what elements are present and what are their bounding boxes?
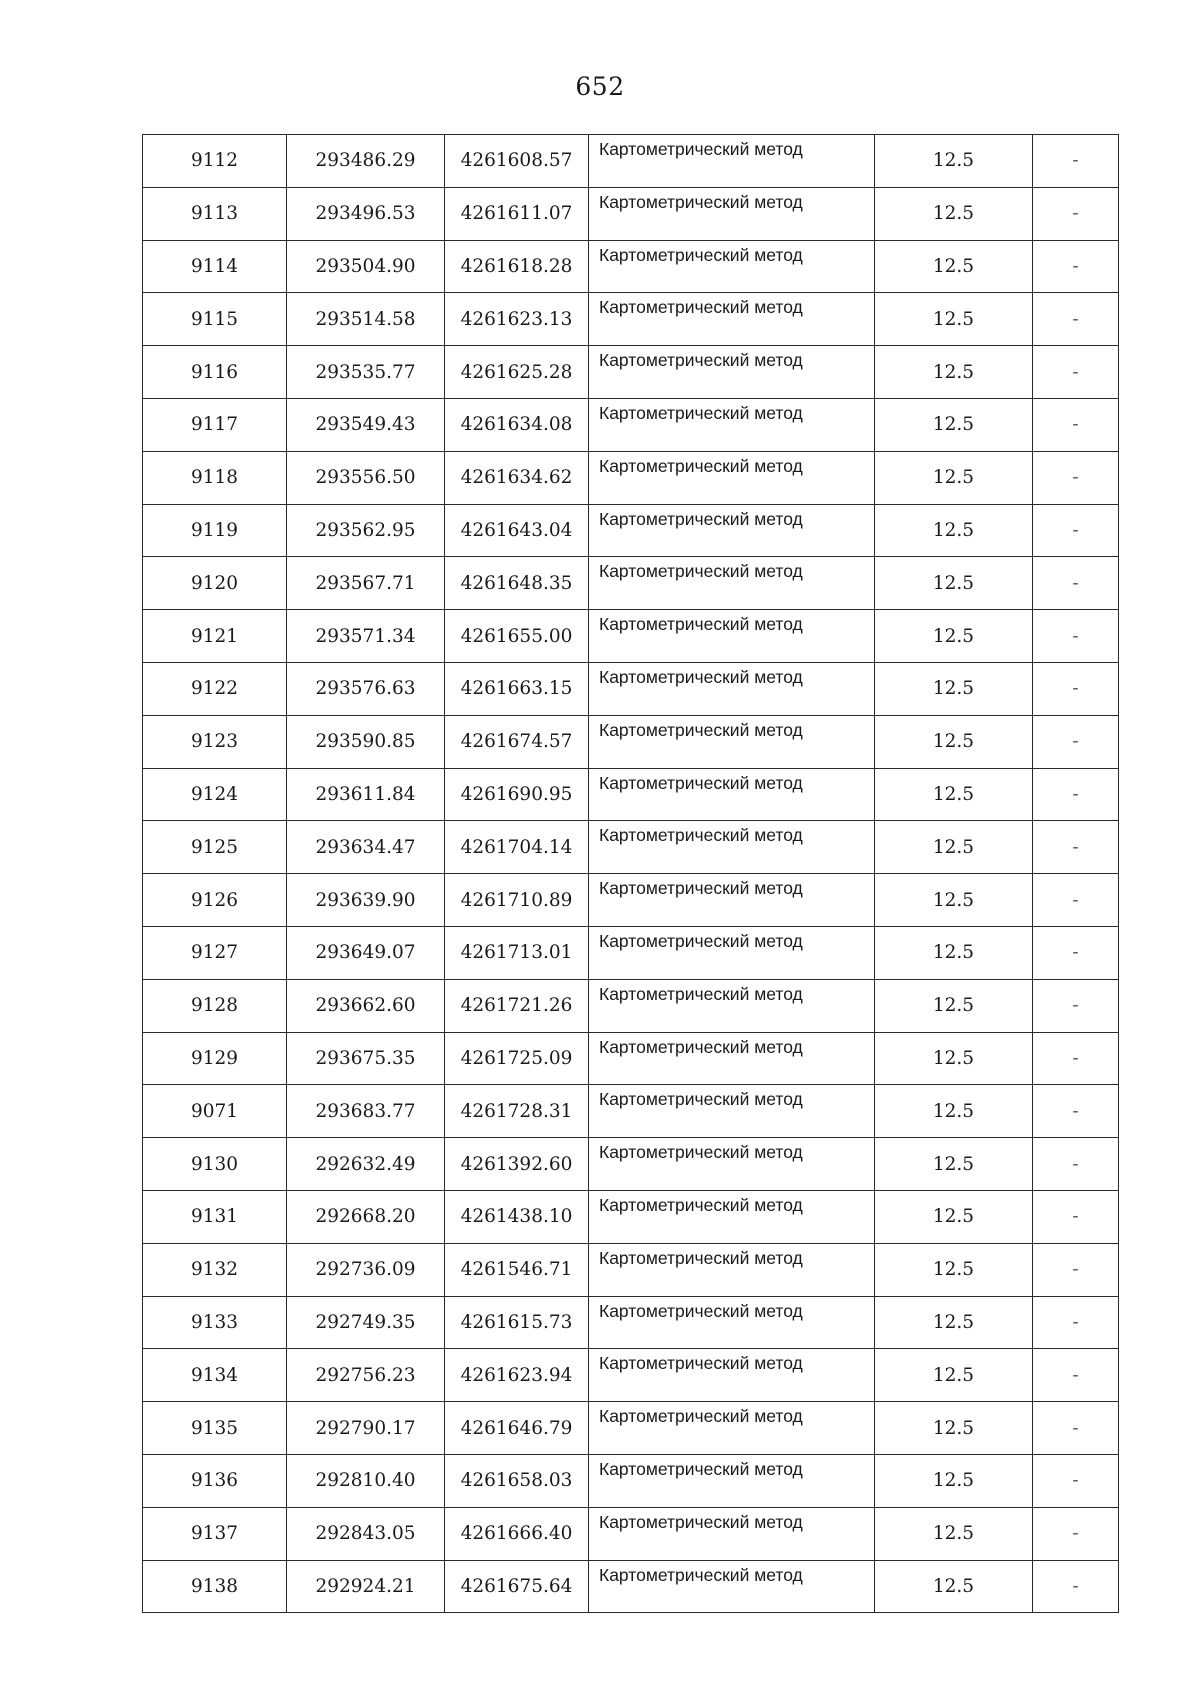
point-number-cell: 9112	[143, 135, 287, 188]
x-coordinate-cell: 292924.21	[287, 1560, 445, 1613]
table-row	[143, 768, 1119, 821]
accuracy-cell: 12.5	[875, 821, 1033, 874]
table-row	[143, 1138, 1119, 1191]
accuracy-cell: 12.5	[875, 346, 1033, 399]
method-cell: Картометрический метод	[589, 1349, 875, 1402]
y-coordinate-cell: 4261438.10	[445, 1190, 589, 1243]
note-cell: -	[1033, 504, 1119, 557]
note-cell: -	[1033, 346, 1119, 399]
method-cell: Картометрический метод	[589, 1138, 875, 1191]
table-row	[143, 293, 1119, 346]
table-row	[143, 557, 1119, 610]
y-coordinate-cell: 4261625.28	[445, 346, 589, 399]
table-row	[143, 821, 1119, 874]
x-coordinate-cell: 293562.95	[287, 504, 445, 557]
coordinates-table-body	[143, 135, 1119, 1613]
note-cell: -	[1033, 1454, 1119, 1507]
point-number-cell: 9126	[143, 874, 287, 927]
note-cell: -	[1033, 398, 1119, 451]
x-coordinate-cell: 293486.29	[287, 135, 445, 188]
method-cell: Картометрический метод	[589, 1296, 875, 1349]
point-number-cell: 9130	[143, 1138, 287, 1191]
x-coordinate-cell: 293535.77	[287, 346, 445, 399]
method-cell: Картометрический метод	[589, 715, 875, 768]
method-cell: Картометрический метод	[589, 926, 875, 979]
note-cell: -	[1033, 1138, 1119, 1191]
table-row	[143, 662, 1119, 715]
accuracy-cell: 12.5	[875, 768, 1033, 821]
table-row	[143, 715, 1119, 768]
method-cell: Картометрический метод	[589, 610, 875, 663]
table-row	[143, 1349, 1119, 1402]
method-cell: Картометрический метод	[589, 979, 875, 1032]
table-row	[143, 1560, 1119, 1613]
table-row	[143, 926, 1119, 979]
y-coordinate-cell: 4261608.57	[445, 135, 589, 188]
y-coordinate-cell: 4261623.94	[445, 1349, 589, 1402]
x-coordinate-cell: 292632.49	[287, 1138, 445, 1191]
y-coordinate-cell: 4261663.15	[445, 662, 589, 715]
point-number-cell: 9127	[143, 926, 287, 979]
y-coordinate-cell: 4261392.60	[445, 1138, 589, 1191]
y-coordinate-cell: 4261623.13	[445, 293, 589, 346]
point-number-cell: 9119	[143, 504, 287, 557]
x-coordinate-cell: 293639.90	[287, 874, 445, 927]
note-cell: -	[1033, 135, 1119, 188]
point-number-cell: 9136	[143, 1454, 287, 1507]
x-coordinate-cell: 293611.84	[287, 768, 445, 821]
y-coordinate-cell: 4261725.09	[445, 1032, 589, 1085]
accuracy-cell: 12.5	[875, 293, 1033, 346]
accuracy-cell: 12.5	[875, 979, 1033, 1032]
y-coordinate-cell: 4261546.71	[445, 1243, 589, 1296]
y-coordinate-cell: 4261674.57	[445, 715, 589, 768]
method-cell: Картометрический метод	[589, 293, 875, 346]
method-cell: Картометрический метод	[589, 135, 875, 188]
y-coordinate-cell: 4261634.08	[445, 398, 589, 451]
x-coordinate-cell: 293576.63	[287, 662, 445, 715]
note-cell: -	[1033, 557, 1119, 610]
y-coordinate-cell: 4261728.31	[445, 1085, 589, 1138]
x-coordinate-cell: 293662.60	[287, 979, 445, 1032]
y-coordinate-cell: 4261646.79	[445, 1402, 589, 1455]
accuracy-cell: 12.5	[875, 1560, 1033, 1613]
table-row	[143, 1085, 1119, 1138]
accuracy-cell: 12.5	[875, 926, 1033, 979]
y-coordinate-cell: 4261618.28	[445, 240, 589, 293]
note-cell: -	[1033, 1032, 1119, 1085]
method-cell: Картометрический метод	[589, 1032, 875, 1085]
x-coordinate-cell: 293649.07	[287, 926, 445, 979]
note-cell: -	[1033, 1296, 1119, 1349]
table-row	[143, 979, 1119, 1032]
note-cell: -	[1033, 715, 1119, 768]
note-cell: -	[1033, 610, 1119, 663]
x-coordinate-cell: 293567.71	[287, 557, 445, 610]
point-number-cell: 9128	[143, 979, 287, 1032]
point-number-cell: 9129	[143, 1032, 287, 1085]
point-number-cell: 9131	[143, 1190, 287, 1243]
x-coordinate-cell: 293634.47	[287, 821, 445, 874]
x-coordinate-cell: 293504.90	[287, 240, 445, 293]
point-number-cell: 9118	[143, 451, 287, 504]
y-coordinate-cell: 4261710.89	[445, 874, 589, 927]
y-coordinate-cell: 4261666.40	[445, 1507, 589, 1560]
method-cell: Картометрический метод	[589, 1507, 875, 1560]
method-cell: Картометрический метод	[589, 504, 875, 557]
accuracy-cell: 12.5	[875, 874, 1033, 927]
accuracy-cell: 12.5	[875, 662, 1033, 715]
y-coordinate-cell: 4261713.01	[445, 926, 589, 979]
note-cell: -	[1033, 926, 1119, 979]
x-coordinate-cell: 292668.20	[287, 1190, 445, 1243]
accuracy-cell: 12.5	[875, 135, 1033, 188]
table-row	[143, 398, 1119, 451]
point-number-cell: 9122	[143, 662, 287, 715]
table-row	[143, 1243, 1119, 1296]
point-number-cell: 9123	[143, 715, 287, 768]
method-cell: Картометрический метод	[589, 662, 875, 715]
method-cell: Картометрический метод	[589, 451, 875, 504]
y-coordinate-cell: 4261643.04	[445, 504, 589, 557]
table-row	[143, 1402, 1119, 1455]
y-coordinate-cell: 4261658.03	[445, 1454, 589, 1507]
accuracy-cell: 12.5	[875, 1085, 1033, 1138]
point-number-cell: 9117	[143, 398, 287, 451]
accuracy-cell: 12.5	[875, 1454, 1033, 1507]
table-row	[143, 135, 1119, 188]
point-number-cell: 9120	[143, 557, 287, 610]
note-cell: -	[1033, 187, 1119, 240]
method-cell: Картометрический метод	[589, 187, 875, 240]
note-cell: -	[1033, 874, 1119, 927]
note-cell: -	[1033, 451, 1119, 504]
note-cell: -	[1033, 662, 1119, 715]
x-coordinate-cell: 293496.53	[287, 187, 445, 240]
x-coordinate-cell: 293514.58	[287, 293, 445, 346]
point-number-cell: 9121	[143, 610, 287, 663]
x-coordinate-cell: 293590.85	[287, 715, 445, 768]
table-row	[143, 1032, 1119, 1085]
accuracy-cell: 12.5	[875, 451, 1033, 504]
x-coordinate-cell: 293683.77	[287, 1085, 445, 1138]
point-number-cell: 9113	[143, 187, 287, 240]
note-cell: -	[1033, 768, 1119, 821]
table-row	[143, 346, 1119, 399]
accuracy-cell: 12.5	[875, 1138, 1033, 1191]
method-cell: Картометрический метод	[589, 1243, 875, 1296]
table-row	[143, 1296, 1119, 1349]
accuracy-cell: 12.5	[875, 187, 1033, 240]
table-row	[143, 187, 1119, 240]
note-cell: -	[1033, 1190, 1119, 1243]
point-number-cell: 9138	[143, 1560, 287, 1613]
coordinates-table	[142, 134, 1119, 1613]
x-coordinate-cell: 292749.35	[287, 1296, 445, 1349]
x-coordinate-cell: 292736.09	[287, 1243, 445, 1296]
y-coordinate-cell: 4261611.07	[445, 187, 589, 240]
method-cell: Картометрический метод	[589, 1560, 875, 1613]
accuracy-cell: 12.5	[875, 1190, 1033, 1243]
page-number: 652	[575, 72, 625, 101]
accuracy-cell: 12.5	[875, 557, 1033, 610]
table-row	[143, 1507, 1119, 1560]
method-cell: Картометрический метод	[589, 557, 875, 610]
y-coordinate-cell: 4261615.73	[445, 1296, 589, 1349]
table-row	[143, 1190, 1119, 1243]
note-cell: -	[1033, 1402, 1119, 1455]
x-coordinate-cell: 292756.23	[287, 1349, 445, 1402]
table-row	[143, 874, 1119, 927]
accuracy-cell: 12.5	[875, 1402, 1033, 1455]
table-row	[143, 240, 1119, 293]
point-number-cell: 9116	[143, 346, 287, 399]
accuracy-cell: 12.5	[875, 504, 1033, 557]
table-row	[143, 451, 1119, 504]
accuracy-cell: 12.5	[875, 1243, 1033, 1296]
table-row	[143, 610, 1119, 663]
y-coordinate-cell: 4261634.62	[445, 451, 589, 504]
x-coordinate-cell: 293571.34	[287, 610, 445, 663]
note-cell: -	[1033, 1560, 1119, 1613]
method-cell: Картометрический метод	[589, 1402, 875, 1455]
y-coordinate-cell: 4261648.35	[445, 557, 589, 610]
point-number-cell: 9135	[143, 1402, 287, 1455]
accuracy-cell: 12.5	[875, 1032, 1033, 1085]
point-number-cell: 9125	[143, 821, 287, 874]
table-row	[143, 504, 1119, 557]
point-number-cell: 9132	[143, 1243, 287, 1296]
x-coordinate-cell: 292843.05	[287, 1507, 445, 1560]
accuracy-cell: 12.5	[875, 1507, 1033, 1560]
method-cell: Картометрический метод	[589, 1085, 875, 1138]
accuracy-cell: 12.5	[875, 715, 1033, 768]
note-cell: -	[1033, 821, 1119, 874]
y-coordinate-cell: 4261675.64	[445, 1560, 589, 1613]
note-cell: -	[1033, 293, 1119, 346]
x-coordinate-cell: 292810.40	[287, 1454, 445, 1507]
y-coordinate-cell: 4261690.95	[445, 768, 589, 821]
point-number-cell: 9071	[143, 1085, 287, 1138]
y-coordinate-cell: 4261721.26	[445, 979, 589, 1032]
table-row	[143, 1454, 1119, 1507]
note-cell: -	[1033, 1349, 1119, 1402]
accuracy-cell: 12.5	[875, 610, 1033, 663]
note-cell: -	[1033, 979, 1119, 1032]
note-cell: -	[1033, 1085, 1119, 1138]
accuracy-cell: 12.5	[875, 398, 1033, 451]
accuracy-cell: 12.5	[875, 1349, 1033, 1402]
method-cell: Картометрический метод	[589, 874, 875, 927]
x-coordinate-cell: 293675.35	[287, 1032, 445, 1085]
point-number-cell: 9115	[143, 293, 287, 346]
y-coordinate-cell: 4261704.14	[445, 821, 589, 874]
x-coordinate-cell: 293549.43	[287, 398, 445, 451]
note-cell: -	[1033, 240, 1119, 293]
method-cell: Картометрический метод	[589, 240, 875, 293]
method-cell: Картометрический метод	[589, 821, 875, 874]
point-number-cell: 9133	[143, 1296, 287, 1349]
method-cell: Картометрический метод	[589, 768, 875, 821]
y-coordinate-cell: 4261655.00	[445, 610, 589, 663]
note-cell: -	[1033, 1507, 1119, 1560]
method-cell: Картометрический метод	[589, 1190, 875, 1243]
point-number-cell: 9137	[143, 1507, 287, 1560]
note-cell: -	[1033, 1243, 1119, 1296]
method-cell: Картометрический метод	[589, 1454, 875, 1507]
accuracy-cell: 12.5	[875, 1296, 1033, 1349]
x-coordinate-cell: 293556.50	[287, 451, 445, 504]
method-cell: Картометрический метод	[589, 398, 875, 451]
point-number-cell: 9114	[143, 240, 287, 293]
point-number-cell: 9134	[143, 1349, 287, 1402]
accuracy-cell: 12.5	[875, 240, 1033, 293]
x-coordinate-cell: 292790.17	[287, 1402, 445, 1455]
method-cell: Картометрический метод	[589, 346, 875, 399]
point-number-cell: 9124	[143, 768, 287, 821]
